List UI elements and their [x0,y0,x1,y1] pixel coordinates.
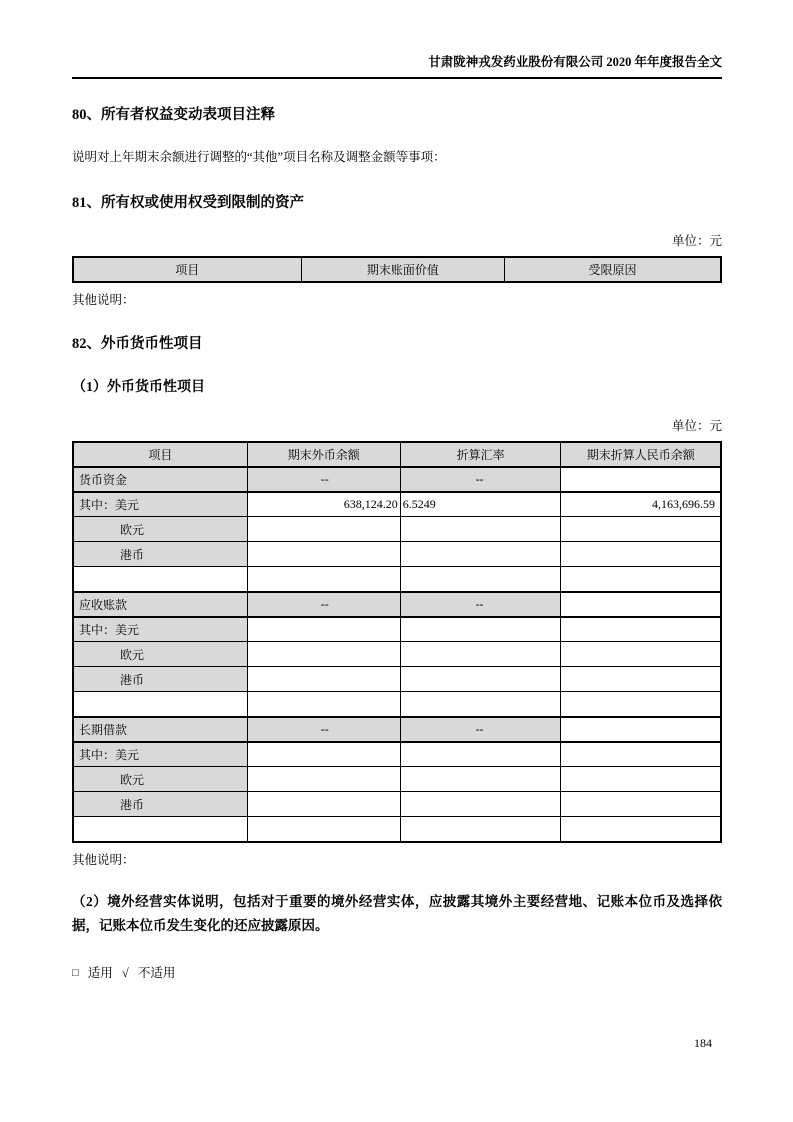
row-label-cell: 港币 [73,667,247,692]
column-header: 期末折算人民币余额 [561,442,721,467]
table-row [73,467,721,492]
column-header: 受限原因 [505,257,721,282]
data-cell [400,617,561,642]
data-cell: 4,163,696.59 [561,492,721,517]
row-label-cell: 其中：美元 [73,492,247,517]
data-cell [247,667,400,692]
checkbox-unchecked-icon: □ [72,966,79,979]
section-81-unit-label: 单位：元 [671,234,722,249]
applicability-line [72,963,722,981]
applicable-label: 适用 [87,965,113,980]
data-cell [400,567,561,592]
data-cell [561,617,721,642]
data-cell [247,742,400,767]
data-cell: -- [247,467,400,492]
data-cell [247,642,400,667]
data-cell [561,517,721,542]
data-cell [247,617,400,642]
data-cell [400,642,561,667]
row-label-cell [73,567,247,592]
data-cell: -- [400,592,561,617]
column-header: 期末外币余额 [247,442,400,467]
data-cell [247,517,400,542]
data-cell: -- [247,717,400,742]
data-cell [247,692,400,717]
data-cell: 638,124.20 [247,492,400,517]
column-header: 期末账面价值 [301,257,504,282]
data-cell [400,792,561,817]
data-cell [561,642,721,667]
not-applicable-label: 不适用 [137,965,176,980]
table-row [73,817,721,842]
table-row [73,517,721,542]
data-cell [400,542,561,567]
data-cell [400,742,561,767]
section-82-sub1-heading: （1）外币货币性项目 [72,380,205,396]
data-cell [561,567,721,592]
data-cell [561,592,721,617]
data-cell [561,542,721,567]
column-header: 折算汇率 [400,442,561,467]
section-80-description: 说明对上年期末余额进行调整的“其他”项目名称及调整金额等事项： [72,150,446,165]
row-label-cell: 应收账款 [73,592,247,617]
table-row [73,492,721,517]
section-81-heading: 81、所有权或使用权受到限制的资产 [72,194,304,211]
table-row [73,617,721,642]
checkmark-icon: √ [121,965,129,980]
table-row [73,792,721,817]
data-cell [561,692,721,717]
row-label-cell: 欧元 [73,767,247,792]
foreign-currency-table [72,441,722,843]
row-label-cell: 其中：美元 [73,742,247,767]
data-cell [561,742,721,767]
data-cell: -- [400,717,561,742]
data-cell [561,667,721,692]
restricted-assets-table [72,256,722,283]
section-81-other-note: 其他说明： [72,293,135,308]
section-80-heading: 80、所有者权益变动表项目注释 [72,107,275,123]
page-number: 184 [694,1036,712,1050]
column-header: 项目 [73,257,301,282]
data-cell [561,717,721,742]
data-cell [400,667,561,692]
data-cell [247,817,400,842]
row-label-cell: 货币资金 [73,467,247,492]
table-row [73,692,721,717]
data-cell: -- [400,467,561,492]
data-cell [561,792,721,817]
table-row [73,592,721,617]
table-row [73,742,721,767]
report-header-title: 甘肃陇神戎发药业股份有限公司 2020 年年度报告全文 [72,52,722,79]
table-row [73,567,721,592]
table-row [73,667,721,692]
data-cell [561,467,721,492]
row-label-cell: 欧元 [73,517,247,542]
row-label-cell [73,692,247,717]
table-row [73,542,721,567]
data-cell [400,817,561,842]
data-cell [247,792,400,817]
data-cell [247,542,400,567]
table-row [73,767,721,792]
row-label-cell: 港币 [73,542,247,567]
data-cell [247,767,400,792]
page-content [72,0,722,981]
data-cell [247,567,400,592]
data-cell [400,692,561,717]
foreign-currency-table-body [73,467,721,842]
row-label-cell [73,817,247,842]
section-82-sub2-heading: （2）境外经营实体说明，包括对于重要的境外经营实体，应披露其境外主要经营地、记账本位币及选择依据，记账本位币发生变化的还应披露原因。 [72,893,722,934]
foreign-currency-table-head [73,442,721,467]
restricted-assets-table-head [73,257,721,282]
data-cell [561,817,721,842]
table-header-row [73,257,721,282]
table-header-row [73,442,721,467]
section-82-other-note: 其他说明： [72,852,135,867]
data-cell [400,517,561,542]
table-row [73,717,721,742]
section-82-unit-label: 单位：元 [671,418,722,433]
row-label-cell: 长期借款 [73,717,247,742]
column-header: 项目 [73,442,247,467]
data-cell [561,767,721,792]
row-label-cell: 欧元 [73,642,247,667]
data-cell: -- [247,592,400,617]
row-label-cell: 港币 [73,792,247,817]
data-cell: 6.5249 [400,492,561,517]
row-label-cell: 其中：美元 [73,617,247,642]
data-cell [400,767,561,792]
section-82-heading: 82、外币货币性项目 [72,336,203,353]
table-row [73,642,721,667]
